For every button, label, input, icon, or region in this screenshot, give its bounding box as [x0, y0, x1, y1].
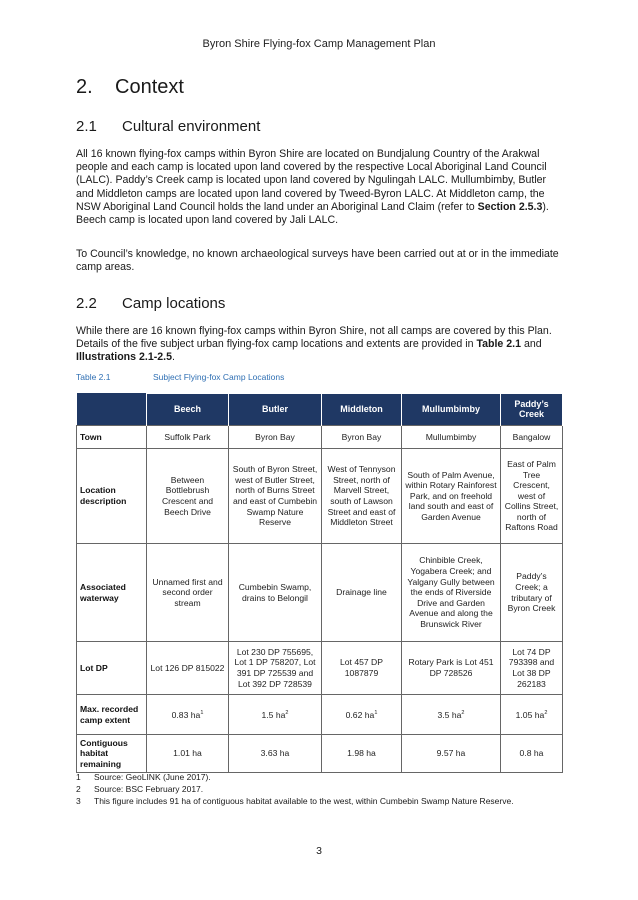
footnote-marker: 1 [200, 710, 204, 717]
table-cell: South of Byron Street, west of Butler Street, north of Burns Street and east of Cumbebin Swamp Nature Reserve [229, 449, 322, 544]
table-cell: 9.57 ha [402, 735, 501, 773]
table-cell [402, 695, 501, 735]
footnote-number: 2 [76, 784, 81, 794]
table-row [77, 449, 563, 544]
footnote-number: 1 [76, 772, 81, 782]
section-heading [76, 76, 184, 99]
subsection-number: 2.2 [76, 295, 97, 312]
paragraph-cultural [76, 148, 562, 227]
table-caption-title: Subject Flying-fox Camp Locations [153, 372, 285, 382]
row-header: Max. recorded camp extent [77, 695, 147, 735]
table-cell: 3.63 ha [229, 735, 322, 773]
table-cell: Bangalow [501, 426, 563, 449]
footnote-marker: 1 [374, 710, 378, 717]
footnote-marker: 2 [544, 710, 548, 717]
subsection-number: 2.1 [76, 118, 97, 135]
column-header: Beech [147, 394, 229, 426]
table-cell: Byron Bay [229, 426, 322, 449]
table-cell: South of Palm Avenue, within Rotary Rainforest Park, and on freehold land south and east of Garden Avenue [402, 449, 501, 544]
footnote [76, 772, 562, 783]
subsection-heading-cultural [76, 118, 260, 135]
table-cell: Mullumbimby [402, 426, 501, 449]
section-number: 2. [76, 76, 93, 98]
table-row [77, 735, 563, 773]
cell-value: 1.05 ha [515, 710, 545, 721]
row-header: Lot DP [77, 642, 147, 695]
paragraph-text: ). Beech camp is located upon land covered by Jali LALC. [76, 200, 549, 227]
subsection-title: Cultural environment [122, 118, 261, 135]
table-cell: Lot 74 DP 793398 and Lot 38 DP 262183 [501, 642, 563, 695]
paragraph-text: . [171, 351, 175, 364]
table-cell: Suffolk Park [147, 426, 229, 449]
row-header: Location description [77, 449, 147, 544]
table-cell: Paddy’s Creek; a tributary of Byron Creek [501, 544, 563, 642]
column-header: Butler [229, 394, 322, 426]
row-header: Associated waterway [77, 544, 147, 642]
table-cell: 1.98 ha [322, 735, 402, 773]
table-cell: 1.01 ha [147, 735, 229, 773]
footnote-number: 3 [76, 796, 81, 806]
paragraph-text: and [521, 338, 542, 351]
table-header-row [77, 394, 563, 426]
running-header: Byron Shire Flying-fox Camp Management Plan [202, 38, 436, 50]
table-row [77, 642, 563, 695]
header-blank-cell [77, 394, 147, 426]
table-cell: Byron Bay [322, 426, 402, 449]
paragraph-locations [76, 325, 562, 365]
paragraph-archaeology: To Council’s knowledge, no known archaeological surveys have been carried out at or in the immediate camp areas. [76, 248, 559, 274]
table-cell: Chinbible Creek, Yogabera Creek; and Yalgany Gully between the ends of Riverside Drive and Garden Avenue and along the Brunswick River [402, 544, 501, 642]
table-cell: Lot 457 DP 1087879 [322, 642, 402, 695]
table-cell: Unnamed first and second order stream [147, 544, 229, 642]
cell-value: 1.5 ha [261, 710, 286, 721]
illustration-reference: Illustrations 2.1-2.5 [76, 351, 172, 364]
paragraph-text: All 16 known flying-fox camps within Byron Shire are located on Bundjalung Country of the Arakwal people and each camp is located upon land covered by the respective Local Aboriginal Land Council (LALC). Paddy’s Creek camp is located upon land covered by Ngulingah LALC. Mullumbimby, Butler and Middleton camps are located upon land covered by Tweed-Byron LALC. At Middleton camp, the NSW Aboriginal Land Council holds the land under an Aboriginal Land Claim (refer to [76, 148, 547, 213]
table-cell: Between Bottlebrush Crescent and Beech Drive [147, 449, 229, 544]
table-cell: Drainage line [322, 544, 402, 642]
subsection-heading-locations [76, 295, 225, 312]
table-caption [76, 372, 284, 382]
table-row [77, 426, 563, 449]
footnote-text: This figure includes 91 ha of contiguous habitat available to the west, within Cumbebin Swamp Nature Reserve. [94, 796, 514, 806]
table-row [77, 695, 563, 735]
column-header: Middleton [322, 394, 402, 426]
cell-value: 0.83 ha [171, 710, 201, 721]
table-cell [147, 695, 229, 735]
footnote [76, 796, 562, 807]
cell-value: 0.62 ha [345, 710, 375, 721]
camp-locations-table [76, 393, 563, 773]
footnote [76, 784, 562, 795]
table-cell [229, 695, 322, 735]
page-number: 3 [316, 845, 322, 857]
table-cell: Lot 126 DP 815022 [147, 642, 229, 695]
footnote-text: Source: BSC February 2017. [94, 784, 204, 794]
table-cell: East of Palm Tree Crescent, west of Collins Street, north of Raftons Road [501, 449, 563, 544]
table-reference: Table 2.1 [476, 338, 521, 351]
table-cell [501, 695, 563, 735]
footnote-marker: 2 [461, 710, 465, 717]
table-cell: Cumbebin Swamp, drains to Belongil [229, 544, 322, 642]
cell-value: 3.5 ha [437, 710, 462, 721]
section-reference: Section 2.5.3 [477, 200, 543, 213]
footnote-text: Source: GeoLINK (June 2017). [94, 772, 211, 782]
table-cell: Lot 230 DP 755695, Lot 1 DP 758207, Lot 391 DP 725539 and Lot 392 DP 728539 [229, 642, 322, 695]
paragraph-text: While there are 16 known flying-fox camps within Byron Shire, not all camps are covered by this Plan. Details of the five subject urban flying-fox camp locations and extents are provided in [76, 325, 552, 351]
row-header: Contiguous habitat remaining [77, 735, 147, 773]
table-cell [322, 695, 402, 735]
subsection-title: Camp locations [122, 295, 226, 312]
column-header: Mullumbimby [402, 394, 501, 426]
row-header: Town [77, 426, 147, 449]
table-cell: West of Tennyson Street, north of Marvell Street, south of Lawson Street and east of Middleton Street [322, 449, 402, 544]
table-cell: Rotary Park is Lot 451 DP 728526 [402, 642, 501, 695]
column-header: Paddy’s Creek [501, 394, 563, 426]
table-caption-number: Table 2.1 [76, 372, 111, 382]
footnote-marker: 2 [285, 710, 289, 717]
section-title: Context [115, 76, 184, 98]
table-row [77, 544, 563, 642]
table-cell: 0.8 ha [501, 735, 563, 773]
